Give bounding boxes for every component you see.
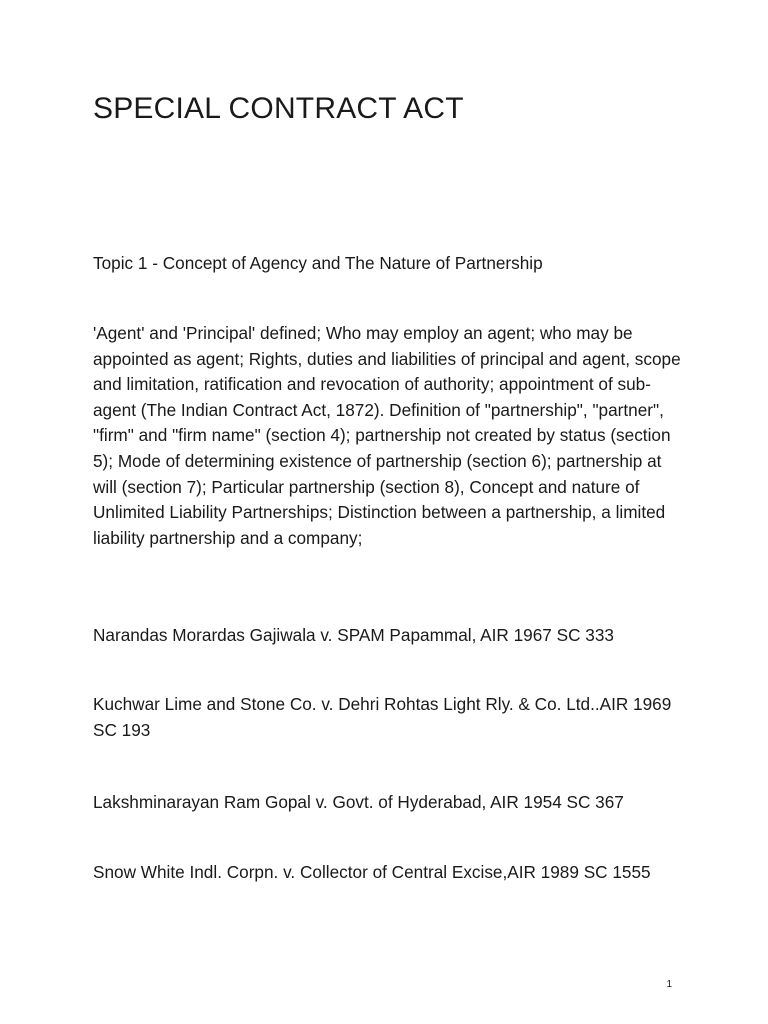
syllabus-paragraph: 'Agent' and 'Principal' defined; Who may employ an agent; who may be appointed as agent; Rights, duties and liabilities of principal and agent, scope and limitation, ratification and revocation of authority; appointment of sub-agent (The Indian Contract Act, 1872). Definition of "partnership", "partner", "firm" and "firm name" (section 4); partnership not created by status (section 5); Mode of determining existence of partnership (section 6); partnership at will (section 7); Particular partnership (section 8), Concept and nature of Unlimited Liability Partnerships; Distinction between a partnership, a limited liability partnership and a company; — [93, 323, 681, 548]
document-title: SPECIAL CONTRACT ACT — [93, 92, 464, 125]
topic-heading: Topic 1 - Concept of Agency and The Nature of Partnership — [93, 253, 543, 273]
case-citation: Kuchwar Lime and Stone Co. v. Dehri Rohtas Light Rly. & Co. Ltd..AIR 1969 SC 193 — [93, 694, 672, 740]
page-number: 1 — [666, 979, 672, 990]
case-citation: Lakshminarayan Ram Gopal v. Govt. of Hyderabad, AIR 1954 SC 367 — [93, 792, 624, 812]
case-citation: Snow White Indl. Corpn. v. Collector of Central Excise,AIR 1989 SC 1555 — [93, 862, 651, 882]
case-citation: Narandas Morardas Gajiwala v. SPAM Papammal, AIR 1967 SC 333 — [93, 625, 614, 645]
